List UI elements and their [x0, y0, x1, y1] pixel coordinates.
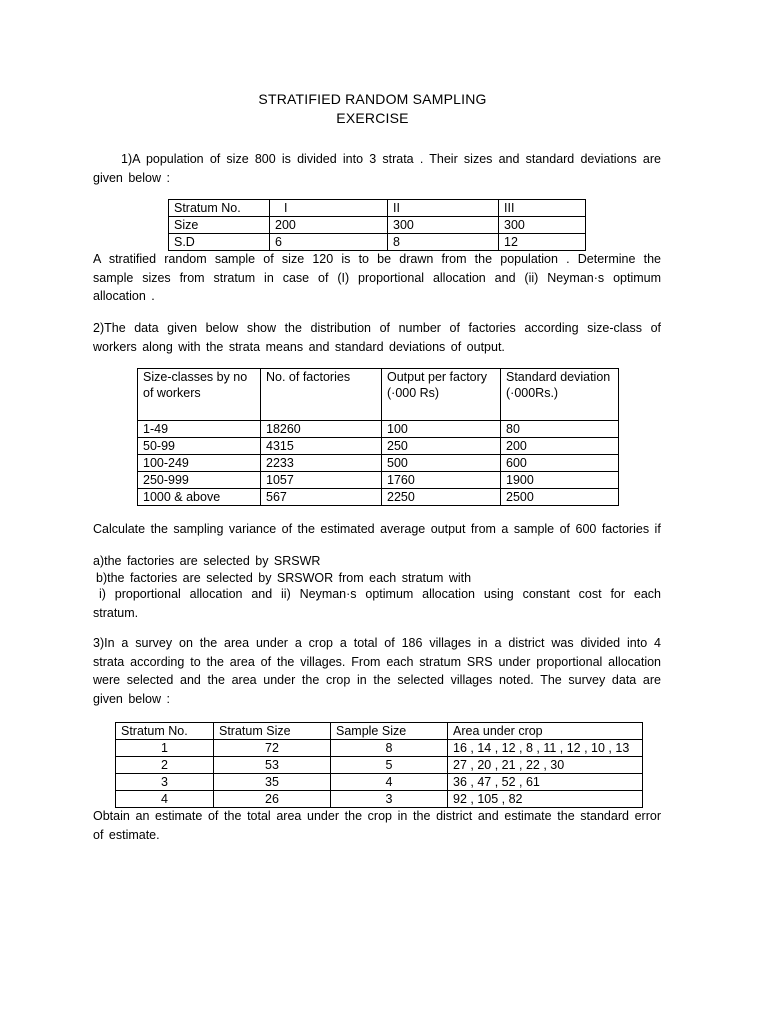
table-row	[138, 472, 619, 489]
table-row	[138, 438, 619, 455]
table-cell: 1057	[261, 472, 382, 489]
q2-part-b: b)the factories are selected by SRSWOR from each stratum with	[96, 571, 472, 585]
table-cell: 300	[388, 217, 499, 234]
table-cell: 3	[116, 774, 214, 791]
q3-intro: 3)In a survey on the area under a crop a total of 186 villages in a district was divided into 4 strata according to the area of the villages. From each stratum SRS under proportional allocation were selected and the area under the crop in the selected villages noted. The survey data are given below :	[93, 636, 661, 706]
table-cell: 250-999	[138, 472, 261, 489]
table-cell: 53	[214, 757, 331, 774]
table-cell: 100	[382, 421, 501, 438]
table-cell: 4315	[261, 438, 382, 455]
page-subtitle: EXERCISE	[336, 110, 409, 126]
table-header-cell: Stratum No.	[116, 723, 214, 740]
q2-part-b-detail: i) proportional allocation and ii) Neyman·s optimum allocation using constant cost for each stratum.	[93, 587, 661, 620]
table-header-cell: Sample Size	[331, 723, 448, 740]
q1-question: A stratified random sample of size 120 is to be drawn from the population . Determine the sample sizes from stratum in case of (I) proportional allocation and (ii) Neyman·s optimum allocation .	[93, 252, 661, 303]
table-cell: 2500	[501, 489, 619, 506]
table-header-cell: Stratum No.	[169, 200, 270, 217]
table-cell: 8	[331, 740, 448, 757]
table-cell: 18260	[261, 421, 382, 438]
table-cell: Size	[169, 217, 270, 234]
table-cell: 300	[499, 217, 586, 234]
table-cell: 8	[388, 234, 499, 251]
table-cell: 12	[499, 234, 586, 251]
table-cell: 16 , 14 , 12 , 8 , 11 , 12 , 10 , 13	[448, 740, 643, 757]
table-header-row	[138, 369, 619, 421]
table-header-cell: II	[388, 200, 499, 217]
table-cell: 1000 & above	[138, 489, 261, 506]
q2-part-a: a)the factories are selected by SRSWR	[93, 554, 321, 568]
table-cell: 6	[270, 234, 388, 251]
table-header-cell: I	[270, 200, 388, 217]
table-cell: 2	[116, 757, 214, 774]
table-cell: 1	[116, 740, 214, 757]
table-cell: 500	[382, 455, 501, 472]
table-cell: 4	[116, 791, 214, 808]
table-cell: 26	[214, 791, 331, 808]
table-row	[169, 217, 586, 234]
q2-intro: 2)The data given below show the distribution of number of factories according size-class of workers along with the strata means and standard deviations of output.	[93, 321, 661, 354]
table-header-cell: Output per factory (·000 Rs)	[382, 369, 501, 421]
table-header-row	[116, 723, 643, 740]
table-cell: 92 , 105 , 82	[448, 791, 643, 808]
q3-question: Obtain an estimate of the total area under the crop in the district and estimate the standard error of estimate.	[93, 809, 661, 842]
table-cell: 80	[501, 421, 619, 438]
table-cell: 2233	[261, 455, 382, 472]
table-cell: 5	[331, 757, 448, 774]
table-cell: 72	[214, 740, 331, 757]
table-cell: 50-99	[138, 438, 261, 455]
table-cell: 600	[501, 455, 619, 472]
table-cell: 200	[501, 438, 619, 455]
table-cell: 250	[382, 438, 501, 455]
table-header-cell: No. of factories	[261, 369, 382, 421]
table-cell: 35	[214, 774, 331, 791]
table-cell: 1-49	[138, 421, 261, 438]
q2-question: Calculate the sampling variance of the estimated average output from a sample of 600 factories if	[93, 522, 661, 536]
page-title: STRATIFIED RANDOM SAMPLING	[258, 91, 487, 107]
table-header-row	[169, 200, 586, 217]
q3-table	[115, 722, 643, 808]
table-header-cell: Size-classes by no of workers	[138, 369, 261, 421]
table-header-cell: Standard deviation (·000Rs.)	[501, 369, 619, 421]
table-cell: 567	[261, 489, 382, 506]
table-header-cell: Stratum Size	[214, 723, 331, 740]
table-header-cell: Area under crop	[448, 723, 643, 740]
table-cell: 100-249	[138, 455, 261, 472]
table-row	[138, 489, 619, 506]
table-cell: 27 , 20 , 21 , 22 , 30	[448, 757, 643, 774]
table-row	[116, 740, 643, 757]
table-cell: 1900	[501, 472, 619, 489]
q2-table	[137, 368, 619, 506]
table-row	[138, 455, 619, 472]
table-cell: S.D	[169, 234, 270, 251]
table-cell: 2250	[382, 489, 501, 506]
table-row	[116, 774, 643, 791]
table-row	[138, 421, 619, 438]
table-row	[116, 791, 643, 808]
table-cell: 3	[331, 791, 448, 808]
table-header-cell: III	[499, 200, 586, 217]
table-cell: 1760	[382, 472, 501, 489]
table-row	[169, 234, 586, 251]
q1-intro: 1)A population of size 800 is divided into 3 strata . Their sizes and standard deviations are given below :	[93, 152, 661, 185]
table-cell: 4	[331, 774, 448, 791]
table-cell: 36 , 47 , 52 , 61	[448, 774, 643, 791]
table-cell: 200	[270, 217, 388, 234]
q1-table	[168, 199, 586, 251]
table-row	[116, 757, 643, 774]
